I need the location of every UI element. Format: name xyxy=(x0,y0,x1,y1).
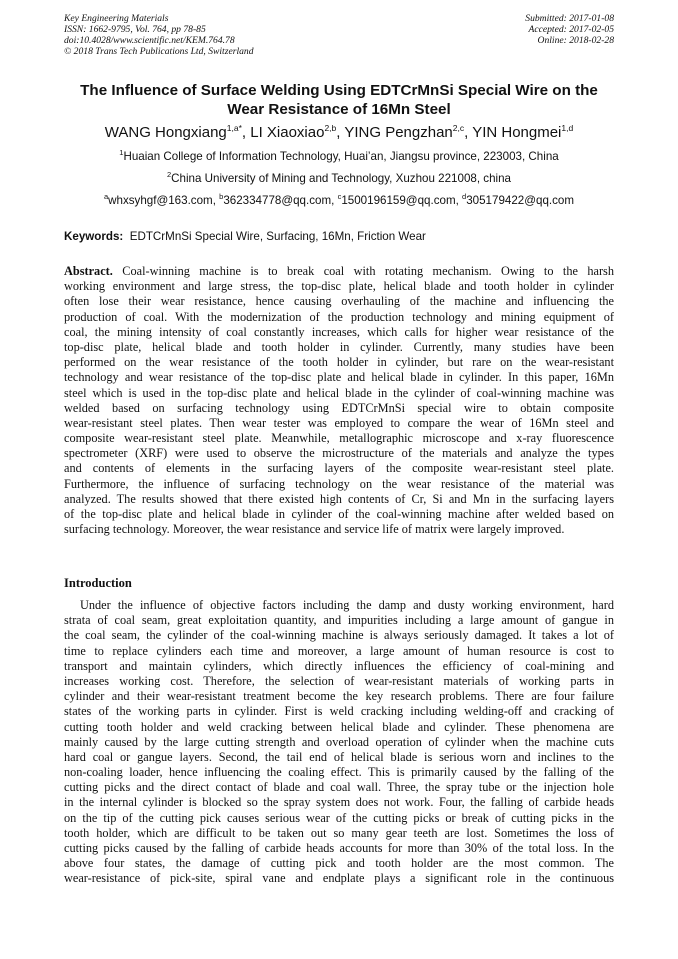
author-sep: , xyxy=(336,124,345,141)
email-text: 305179422@qq.com xyxy=(466,194,575,207)
text-line-content: working environment and large stress, the top-disc plate, helical blade and tooth holder in cylinder xyxy=(64,279,614,294)
text-line-content: Under the influence of objective factors including the damp and dusty working environment, hard xyxy=(80,598,614,612)
text-line-content: often lose their wear resistance, hence causing overhauling of the machine and influencing the xyxy=(64,294,614,309)
introduction-body xyxy=(64,598,614,887)
text-line-content: cylinder and their wear-resistant treatment become the key research problems. There are four failure xyxy=(64,689,614,704)
accepted-date: Accepted: 2017-02-05 xyxy=(528,24,614,35)
text-line xyxy=(64,310,614,325)
text-line-content: Furthermore, the influence of surfacing technology on the wear resistance of the material was xyxy=(64,476,614,491)
author-sep: , xyxy=(464,124,473,141)
text-line-content: Coal-winning machine is to break coal with rotating mechanism. Owing to the harsh xyxy=(112,264,614,278)
text-line-content: coal, the mining intensity of coal constantly increases, which calls for higher wear resistance of the xyxy=(64,324,614,339)
email-text: 1500196159@qq.com, xyxy=(341,194,463,207)
text-line xyxy=(64,264,614,279)
text-line xyxy=(64,735,614,750)
text-line xyxy=(64,780,614,795)
text-line xyxy=(64,750,614,765)
text-line-content: increases working cost. Therefore, the selection of wear-resistant materials of working parts in xyxy=(64,673,614,688)
email-text: whxsyhgf@163.com, xyxy=(108,194,220,207)
text-line-content: composite wear-resistant steel plate. Meanwhile, metallographic microscope and x-ray fluorescence xyxy=(64,431,614,446)
paper-title xyxy=(40,81,638,119)
author xyxy=(250,124,344,141)
author-sep: , xyxy=(241,124,251,141)
affiliation-sup: 1 xyxy=(119,148,124,157)
abstract xyxy=(64,264,614,537)
affiliation-1 xyxy=(20,150,658,164)
text-line-content: mainly caused by the large cutting strength and overload operation of cylinder when the machine cuts xyxy=(64,734,614,749)
text-line xyxy=(64,765,614,780)
text-line xyxy=(64,795,614,810)
email-sup: a xyxy=(103,192,109,201)
journal-header-right xyxy=(525,13,614,46)
text-line-content: the coal seam, the cylinder of the coal-winning machine is always seriously damaged. It takes a lot of xyxy=(64,628,614,643)
text-line xyxy=(64,644,614,659)
text-line xyxy=(64,811,614,826)
text-line xyxy=(64,507,614,522)
text-line-content: spectrometer (XRF) were used to observe the microstructure of the materials and analyze the types xyxy=(64,446,614,461)
author-name: WANG Hongxiang xyxy=(104,124,227,141)
text-line-content: in the internal cylinder is blocked so the spray system does not work. Four, the falling of carbide heads xyxy=(64,795,614,810)
section-heading-introduction: Introduction xyxy=(64,576,132,590)
title-line: Wear Resistance of 16Mn Steel xyxy=(227,101,451,118)
text-line-content: wear-resistant steel plates. Then wear tester was employed to compare the wear of 16Mn steel and xyxy=(64,415,614,430)
text-line xyxy=(64,659,614,674)
title-line: The Influence of Surface Welding Using EDTCrMnSi Special Wire on the xyxy=(80,82,598,99)
text-line-content: analyzed. The results showed that there existed high contents of Cr, Si and Mn in the surfacing layers xyxy=(64,491,614,506)
email-text: 362334778@qq.com, xyxy=(223,194,338,207)
text-line xyxy=(64,720,614,735)
text-line xyxy=(64,370,614,385)
text-line-content: on the tip of the cutting pick causes serious wear of the cutting picks or break of cutting picks in the xyxy=(64,810,614,825)
text-line xyxy=(64,431,614,446)
journal-header-left xyxy=(64,13,254,57)
text-line xyxy=(64,689,614,704)
text-line-content: wear-resistance of pick-site, spiral vane and endplate plays a significant role in the continuous xyxy=(64,871,614,886)
keywords xyxy=(64,230,614,244)
text-line-content: production of coal. With the modernization of the production technology and mining equipment of xyxy=(64,309,614,324)
keywords-label: Keywords: xyxy=(64,230,124,243)
text-line-content: above four states, the damage of cutting pick and tooth holder are the most common. The xyxy=(64,856,614,871)
email-sup: b xyxy=(219,192,224,201)
text-line-content: tooth holder, which are difficult to be taken out so many gear teeth are lost. Sometimes the loss of xyxy=(64,825,614,840)
author-sup: 2,c xyxy=(452,123,465,133)
keywords-text: EDTCrMnSi Special Wire, Surfacing, 16Mn, Friction Wear xyxy=(129,230,426,243)
text-line xyxy=(64,674,614,689)
author-name: LI Xiaoxiao xyxy=(250,124,325,141)
text-line xyxy=(64,461,614,476)
affiliation-2 xyxy=(20,172,658,186)
issn-line: ISSN: 1662-9795, Vol. 764, pp 78-85 xyxy=(64,24,206,35)
text-line-content: states of the working parts in cylinder. First is weld cracking including welding-off and cracking of xyxy=(64,704,614,719)
text-line xyxy=(64,841,614,856)
text-line-content: cutting picks and the direct contact of blade and coal wall. Three, the spray tube or the injection hole xyxy=(64,780,614,795)
author-emails xyxy=(20,194,658,208)
text-line xyxy=(64,628,614,643)
text-line xyxy=(64,704,614,719)
text-line-content: cutting picks caused by the falling of carbide heads accounts for more than 30% of the total loss. In the xyxy=(64,841,614,855)
text-line xyxy=(64,613,614,628)
author-sup: 1,a* xyxy=(226,123,242,133)
text-line-content: top-disc plate, helical blade and tooth holder in cylinder. Currently, many studies have been xyxy=(64,339,614,354)
abstract-label: Abstract. xyxy=(64,264,113,278)
author xyxy=(472,124,573,141)
author-name: YING Pengzhan xyxy=(344,124,453,141)
doi-line: doi:10.4028/www.scientific.net/KEM.764.78 xyxy=(64,35,235,46)
email-sup: d xyxy=(462,192,467,201)
text-line xyxy=(64,401,614,416)
affiliation-text: Huaian College of Information Technology, Huai’an, Jiangsu province, 223003, China xyxy=(123,150,559,163)
text-line-content: and contents of elements in the surfacing layers of the composite wear-resistant steel plate. xyxy=(64,461,614,476)
text-line xyxy=(64,477,614,492)
text-line-content: of the top-disc plate and helical blade in cylinder of the coal-winning machine after welded based on xyxy=(64,507,614,521)
text-line xyxy=(64,416,614,431)
text-line-content: cutting tooth holder and weld cracking between helical blade and cylinder. These phenomena are xyxy=(64,719,614,734)
text-line xyxy=(64,492,614,507)
email-sup: c xyxy=(337,192,342,201)
author xyxy=(105,124,250,141)
text-line-content: welded based on surfacing technology using EDTCrMnSi special wire to obtain composite xyxy=(64,400,614,415)
text-line-content: technology and wear resistance of the top-disc plate and helical blade in cylinder. In this paper, 16Mn xyxy=(64,370,614,385)
text-line-content: hard coal or gangue layers. Second, the tail end of helical blade is serious worn and inclines to the xyxy=(64,749,614,764)
text-line xyxy=(64,294,614,309)
author xyxy=(344,124,472,141)
text-line xyxy=(64,598,614,613)
text-line-content: surfacing technology. Moreover, the wear resistance and service life of matrix were largely improved. xyxy=(64,522,565,537)
text-line-content: performed on the wear resistance of the tooth holder in cylinder, but rare on the wear-resistant xyxy=(64,355,614,370)
text-line xyxy=(64,446,614,461)
online-date: Online: 2018-02-28 xyxy=(537,35,614,46)
text-line-content: strata of coal seam, great exploitation quantity, and impurities including a large amount of gangue in xyxy=(64,613,614,628)
text-line-content: time to replace cylinders each time and moreover, a large amount of human resource is cost to xyxy=(64,643,614,658)
text-line xyxy=(64,386,614,401)
text-line xyxy=(64,340,614,355)
affiliation-text: China University of Mining and Technology, Xuzhou 221008, china xyxy=(171,172,512,185)
journal-name: Key Engineering Materials xyxy=(64,13,169,24)
text-line xyxy=(64,856,614,871)
author-list xyxy=(20,124,658,142)
author-sup: 1,d xyxy=(561,123,574,133)
text-line xyxy=(64,826,614,841)
text-line-content: steel which is used in the top-disc plate and helical blade in the cylinder of coal-winning machine was xyxy=(64,385,614,400)
affiliation-sup: 2 xyxy=(166,170,172,179)
copyright-line: © 2018 Trans Tech Publications Ltd, Switzerland xyxy=(64,46,254,57)
text-line-content: transport and maintain cylinders, which directly influences the efficiency of coal-mining and xyxy=(64,658,614,673)
text-line xyxy=(64,279,614,294)
author-name: YIN Hongmei xyxy=(472,124,562,141)
submitted-date: Submitted: 2017-01-08 xyxy=(525,13,614,24)
text-line xyxy=(64,355,614,370)
author-sup: 2,b xyxy=(324,123,337,133)
text-line xyxy=(64,522,614,537)
text-line xyxy=(64,325,614,340)
text-line xyxy=(64,871,614,886)
text-line-content: non-coaling loader, hence influencing the coaling effect. This is primarily caused by the falling of the xyxy=(64,765,614,780)
